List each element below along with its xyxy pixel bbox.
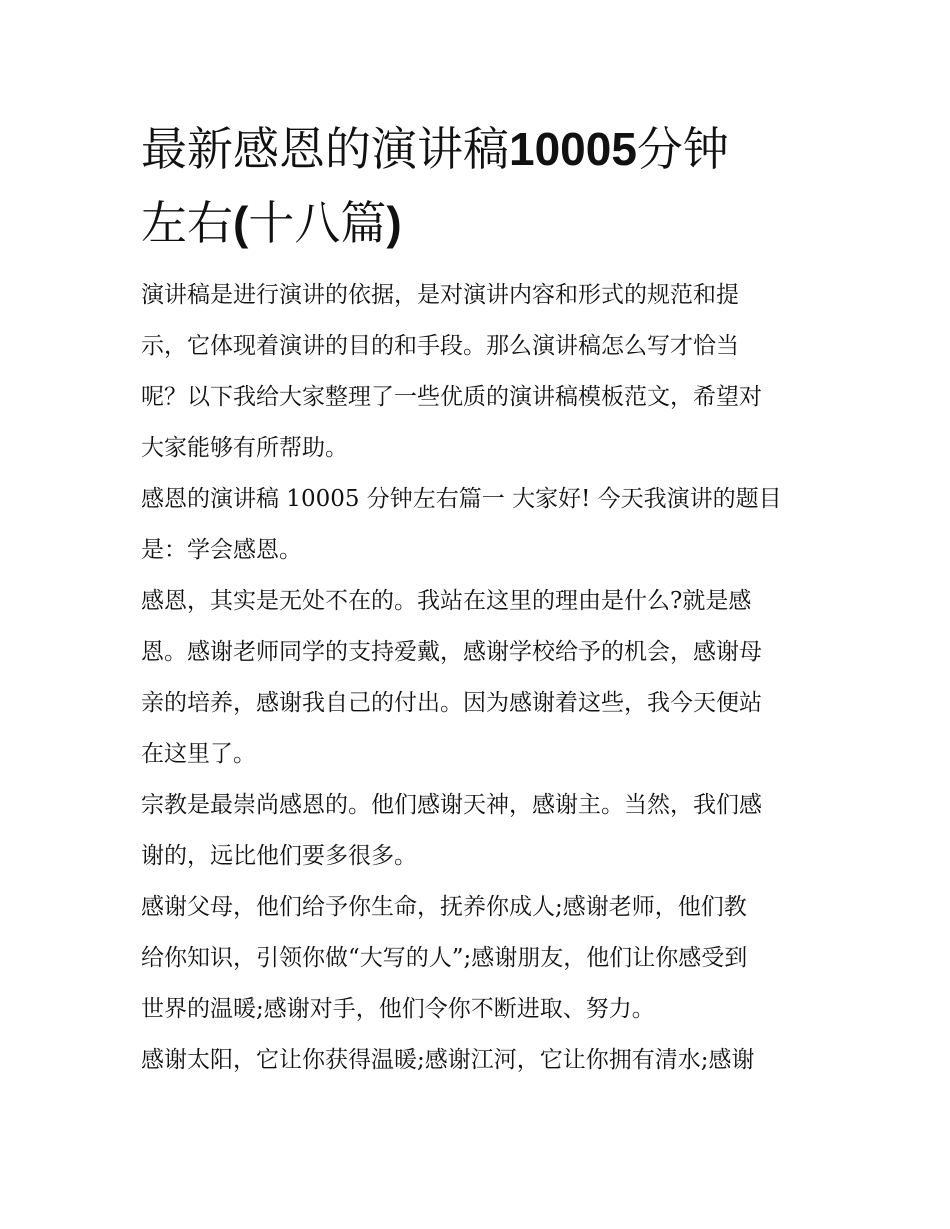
text-line: 感谢太阳，它让你获得温暖;感谢江河，它让你拥有清水;感谢 (141, 1047, 755, 1073)
paragraph-intro (141, 270, 821, 474)
text-line: 给你知识，引领你做“大写的人”;感谢朋友，他们让你感受到 (141, 945, 748, 971)
document-title (141, 112, 821, 260)
text-line: 世界的温暖;感谢对手，他们令你不断进取、努力。 (141, 996, 655, 1022)
paragraph-thank-nature (141, 1035, 821, 1086)
title-text: 最新感恩的演讲稿 (141, 122, 509, 176)
text-line: 是：学会感恩。 (141, 537, 302, 563)
paragraph-religion (141, 780, 821, 882)
text-line: 谢的，远比他们要多很多。 (141, 843, 417, 869)
text-line: 感恩，其实是无处不在的。我站在这里的理由是什么?就是感 (141, 588, 752, 614)
title-paren-close: ) (386, 197, 402, 249)
document-content (141, 112, 821, 1086)
text-line: 宗教是最崇尚感恩的。他们感谢天神，感谢主。当然，我们感 (141, 792, 762, 818)
text-line: 亲的培养，感谢我自己的付出。因为感谢着这些，我今天便站 (141, 690, 762, 716)
text-line: 感谢父母，他们给予你生命，抚养你成人;感谢老师，他们教 (141, 894, 747, 920)
text-line: 感恩的演讲稿 10005 分钟左右篇一 大家好! 今天我演讲的题目 (141, 486, 782, 512)
text-line: 恩。感谢老师同学的支持爱戴，感谢学校给予的机会，感谢母 (141, 639, 762, 665)
title-line-2 (141, 196, 402, 250)
paragraph-gratitude-everywhere (141, 576, 821, 780)
title-text: 分钟 (636, 122, 729, 176)
paragraph-section-1-opening (141, 474, 821, 576)
text-line: 在这里了。 (141, 741, 256, 767)
title-paren-open: ( (233, 197, 249, 249)
paragraph-thank-people (141, 882, 821, 1035)
title-number: 10005 (509, 123, 637, 175)
text-line: 示，它体现着演讲的目的和手段。那么演讲稿怎么写才恰当 (141, 333, 739, 359)
text-line: 大家能够有所帮助。 (141, 435, 348, 461)
text-line: 呢？以下我给大家整理了一些优质的演讲稿模板范文，希望对 (141, 384, 762, 410)
title-line-1 (141, 122, 729, 176)
title-text: 左右 (141, 196, 233, 250)
title-text: 十八篇 (248, 196, 387, 250)
text-line: 演讲稿是进行演讲的依据，是对演讲内容和形式的规范和提 (141, 282, 739, 308)
